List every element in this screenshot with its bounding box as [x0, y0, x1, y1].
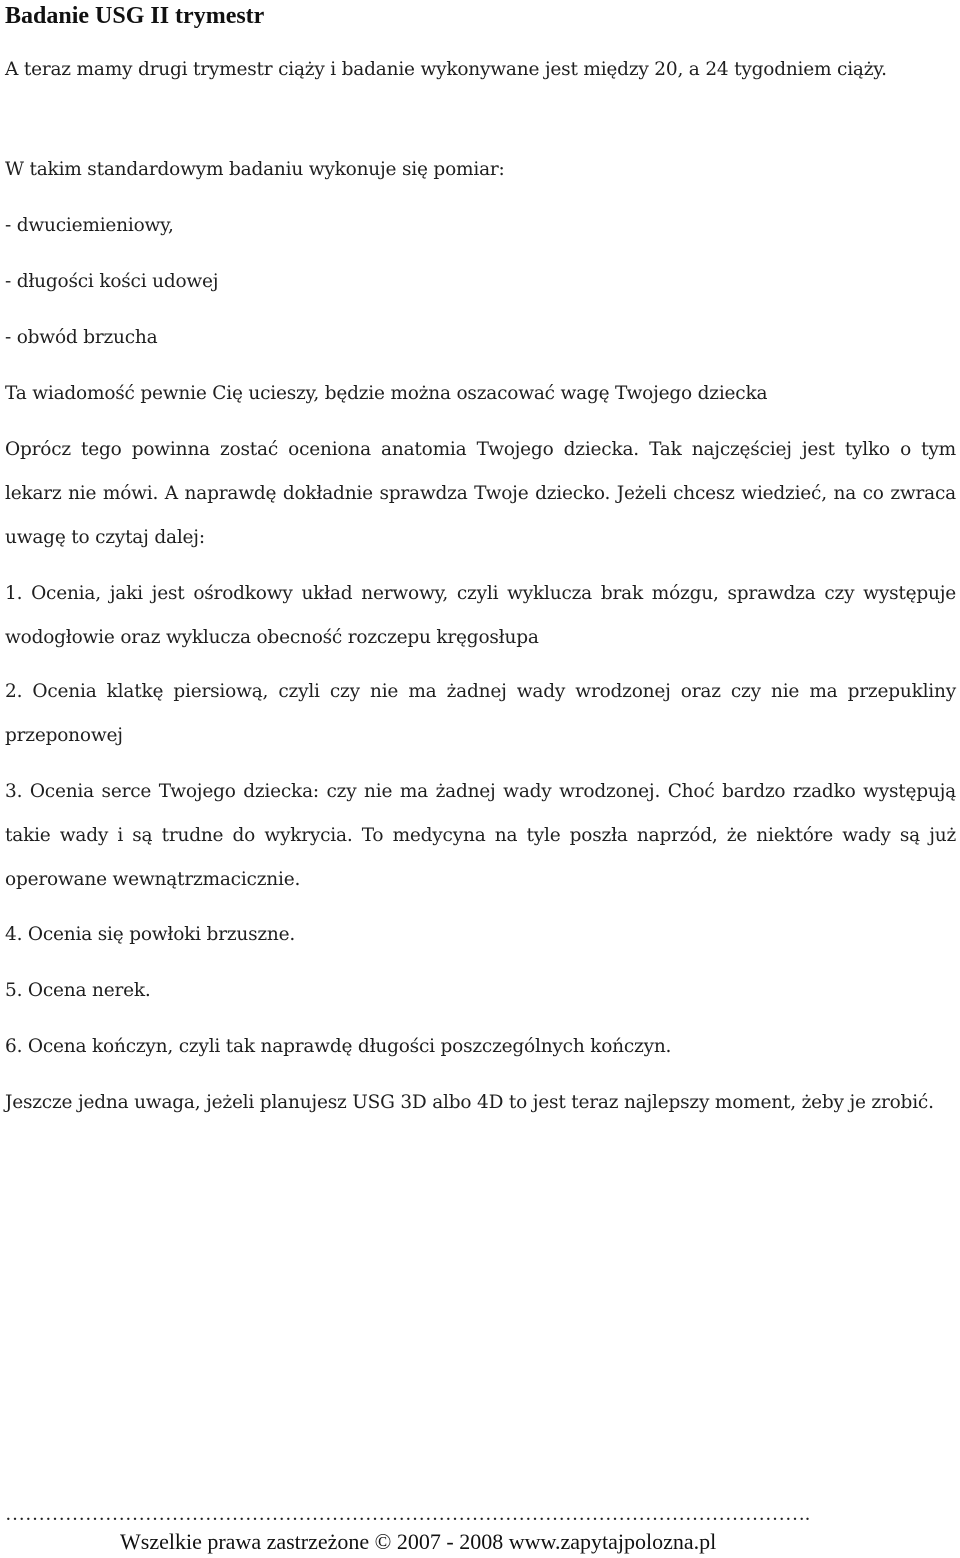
paragraph-weight-estimate: Ta wiadomość pewnie Cię ucieszy, będzie można oszacować wagę Twojego dziecka	[5, 383, 768, 404]
paragraph-3d-4d-note: Jeszcze jedna uwaga, jeżeli planujesz USG 3D albo 4D to jest teraz najlepszy moment, żeby je zrobić.	[5, 1092, 934, 1113]
list-item-abdominal-circumference: - obwód brzucha	[5, 327, 158, 348]
paragraph-item-4-abdominal-wall: 4. Ocenia się powłoki brzuszne.	[5, 924, 296, 945]
list-item-biparietal: - dwuciemieniowy,	[5, 215, 174, 236]
paragraph-intro: A teraz mamy drugi trymestr ciąży i badanie wykonywane jest między 20, a 24 tygodniem ciąży.	[5, 59, 887, 80]
paragraph-item-2-chest: 2. Ocenia klatkę piersiową, czyli czy nie ma żadnej wady wrodzonej oraz czy nie ma przepukliny przeponowej	[5, 681, 956, 746]
paragraph-item-1-nervous-system: 1. Ocenia, jaki jest ośrodkowy układ nerwowy, czyli wyklucza brak mózgu, sprawdza czy występuje wodogłowie oraz wyklucza obecność rozczepu kręgosłupa	[5, 583, 956, 648]
paragraph-anatomy: Oprócz tego powinna zostać oceniona anatomia Twojego dziecka. Tak najczęściej jest tylko o tym lekarz nie mówi. A naprawdę dokładnie sprawdza Twoje dziecko. Jeżeli chcesz wiedzieć, na co zwraca uwagę to czytaj dalej:	[5, 439, 956, 548]
paragraph-measurements-intro: W takim standardowym badaniu wykonuje się pomiar:	[5, 159, 505, 180]
paragraph-item-3-heart: 3. Ocenia serce Twojego dziecka: czy nie ma żadnej wady wrodzonej. Choć bardzo rzadko występują takie wady i są trudne do wykrycia. To medycyna na tyle poszła naprzód, że niektóre wady są już operowane wewnątrzmacicznie.	[5, 781, 956, 890]
document-title: Badanie USG II trymestr	[5, 3, 265, 29]
footer-copyright: Wszelkie prawa zastrzeżone © 2007 - 2008 www.zapytajpolozna.pl	[120, 1529, 717, 1554]
paragraph-item-6-limbs: 6. Ocena kończyn, czyli tak naprawdę długości poszczególnych kończyn.	[5, 1036, 672, 1057]
paragraph-item-5-kidneys: 5. Ocena nerek.	[5, 980, 151, 1001]
footer-separator: ………………………………………………………………………………………………………….	[5, 1504, 810, 1524]
list-item-femur-length: - długości kości udowej	[5, 271, 219, 292]
